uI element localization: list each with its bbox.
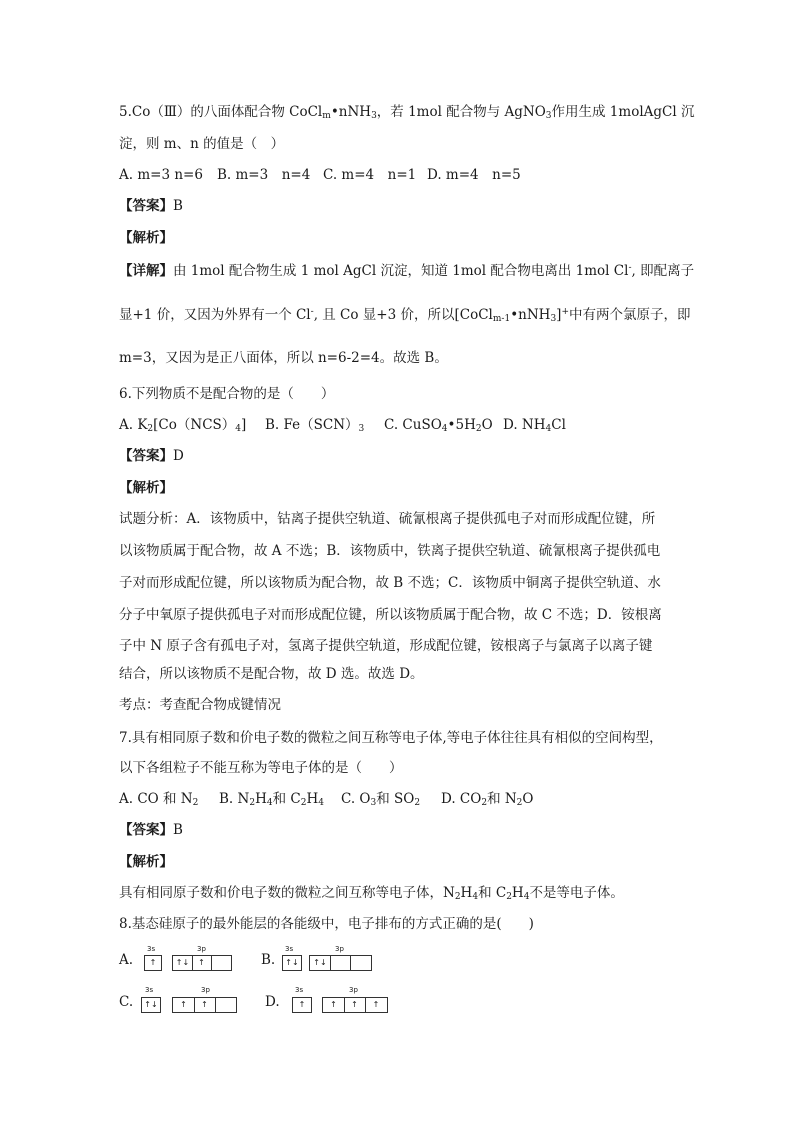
q7-analysis-text: 具有相同原子数和价电子数的微粒之间互称等电子体，$N_2H_4$和 $C_2H_4$不是等电子体。: [119, 885, 624, 902]
3s-label: 3s: [295, 986, 304, 994]
3p-orbitals: ↑ ↑: [172, 997, 237, 1013]
q5-option-b: B. m=3 n=4: [217, 167, 311, 183]
q5-analysis-tag: 【解析】: [119, 230, 173, 246]
q6-analysis-line: 子对而形成配位键，所以该物质为配合物，故 B 不选；C．该物质中铜离子提供空轨道、水: [119, 575, 661, 591]
q6-option-c: C. $CuSO_4•5H_2O$: [384, 417, 493, 434]
q8-stem: 8.基态硅原子的最外能层的各能级中，电子排布的方式正确的是( ): [119, 916, 534, 932]
3p-orbitals: ↑↓ ↑: [172, 955, 232, 971]
q8-option-a: [119, 945, 249, 975]
q6-answer: 【答案】D: [119, 448, 184, 464]
3p-label: 3p: [335, 945, 344, 953]
answer-tag: 【答案】: [119, 198, 173, 214]
3s-orbital: ↑: [144, 955, 162, 971]
3s-orbital: ↑: [292, 997, 312, 1013]
q6-analysis-line: 结合，所以该物质不是配合物，故 D 选。故选 D。: [119, 666, 424, 682]
q7-stem-line1: 7.具有相同原子数和价电子数的微粒之间互称等电子体,等电子体往往具有相似的空间构型，: [119, 730, 663, 746]
q7-option-c: C. $O_3$和 $SO_2$: [341, 791, 421, 808]
3p-label: 3p: [201, 986, 210, 994]
q6-analysis-line: 子中 N 原子含有孤电子对，氢离子提供空轨道，形成配位键，铵根离子与氯离子以离子键: [119, 638, 653, 654]
q5-detail-line1: 【详解】由 1mol 配合物生成 1 mol AgCl 沉淀，知道 1mol 配合物电离出 1mol Cl-, 即配离子: [119, 263, 695, 279]
q5-detail-line3: m=3，又因为是正八面体，所以 n=6-2=4。故选 B。: [119, 350, 448, 366]
q7-options: [119, 790, 533, 808]
q6-options: [119, 416, 566, 434]
q6-option-d: D. $NH_4Cl$: [503, 417, 566, 434]
option-label: D.: [265, 994, 280, 1010]
3s-orbital: ↑↓: [282, 955, 302, 971]
q5-stem-line1: 5.Co（Ⅲ）的八面体配合物 CoCl$_m$•nNH$_3$，若 1mol 配合物与 AgNO$_3$作用生成 1molAgCl 沉: [119, 104, 695, 121]
option-label: C.: [119, 994, 134, 1010]
q7-answer: 【答案】B: [119, 822, 183, 838]
3s-label: 3s: [147, 945, 156, 953]
option-label: B.: [261, 952, 276, 968]
3s-orbital: ↑↓: [141, 997, 161, 1013]
3p-label: 3p: [197, 945, 206, 953]
q6-option-b: B. $Fe(SCN)_3$: [265, 417, 365, 434]
q5-option-a: A. m=3 n=6: [119, 167, 203, 183]
q6-analysis-tag: 【解析】: [119, 480, 173, 496]
q5-option-d: D. m=4 n=5: [427, 167, 521, 183]
q5-option-c: C. m=4 n=1: [323, 167, 417, 183]
q8-option-d: [265, 986, 395, 1016]
3p-orbitals: ↑↓: [309, 955, 372, 971]
q5-stem-line2: 淀，则 m、n 的值是（ ）: [119, 136, 285, 152]
q7-option-d: D. $CO_2$和 $N_2O$: [441, 791, 534, 808]
option-label: A.: [119, 952, 134, 968]
q5-answer: [119, 197, 183, 215]
q5-detail-line2: 显+1 价，又因为外界有一个 Cl-, 且 Co 显+3 价，所以[CoCl$_{m-1}$•nNH$_3$]+中有两个氯原子，即: [119, 307, 691, 324]
q5-options: [119, 166, 521, 184]
3s-label: 3s: [285, 945, 294, 953]
q8-option-c: [119, 986, 249, 1016]
q6-stem: 6.下列物质不是配合物的是（ ）: [119, 386, 335, 402]
q6-analysis-line: 以该物质属于配合物，故 A 不选；B．该物质中，铁离子提供空轨道、硫氰根离子提供孤电: [119, 543, 661, 559]
q6-kaodian: 考点：考查配合物成键情况: [119, 697, 281, 713]
q7-option-a: A. CO 和 $N_2$: [119, 791, 199, 808]
3s-label: 3s: [145, 986, 154, 994]
q7-option-b: B. $N_2H_4$和 $C_2H_4$: [219, 791, 324, 808]
q6-analysis-line: 分子中氧原子提供孤电子对而形成配位键，所以该物质属于配合物，故 C 不选；D．铵根离: [119, 607, 662, 623]
q7-stem-line2: 以下各组粒子不能互称为等电子体的是（ ）: [119, 760, 403, 776]
answer-value: B: [173, 198, 183, 214]
3p-orbitals: ↑ ↑ ↑: [322, 997, 388, 1013]
q7-analysis-tag: 【解析】: [119, 854, 173, 870]
q6-option-a: A. $K_2[Co(NCS)_4]$: [119, 417, 247, 434]
q8-option-b: [261, 945, 391, 975]
3p-label: 3p: [349, 986, 358, 994]
q6-analysis-line: 试题分析：A．该物质中，钴离子提供空轨道、硫氰根离子提供孤电子对而形成配位键，所: [119, 511, 656, 527]
